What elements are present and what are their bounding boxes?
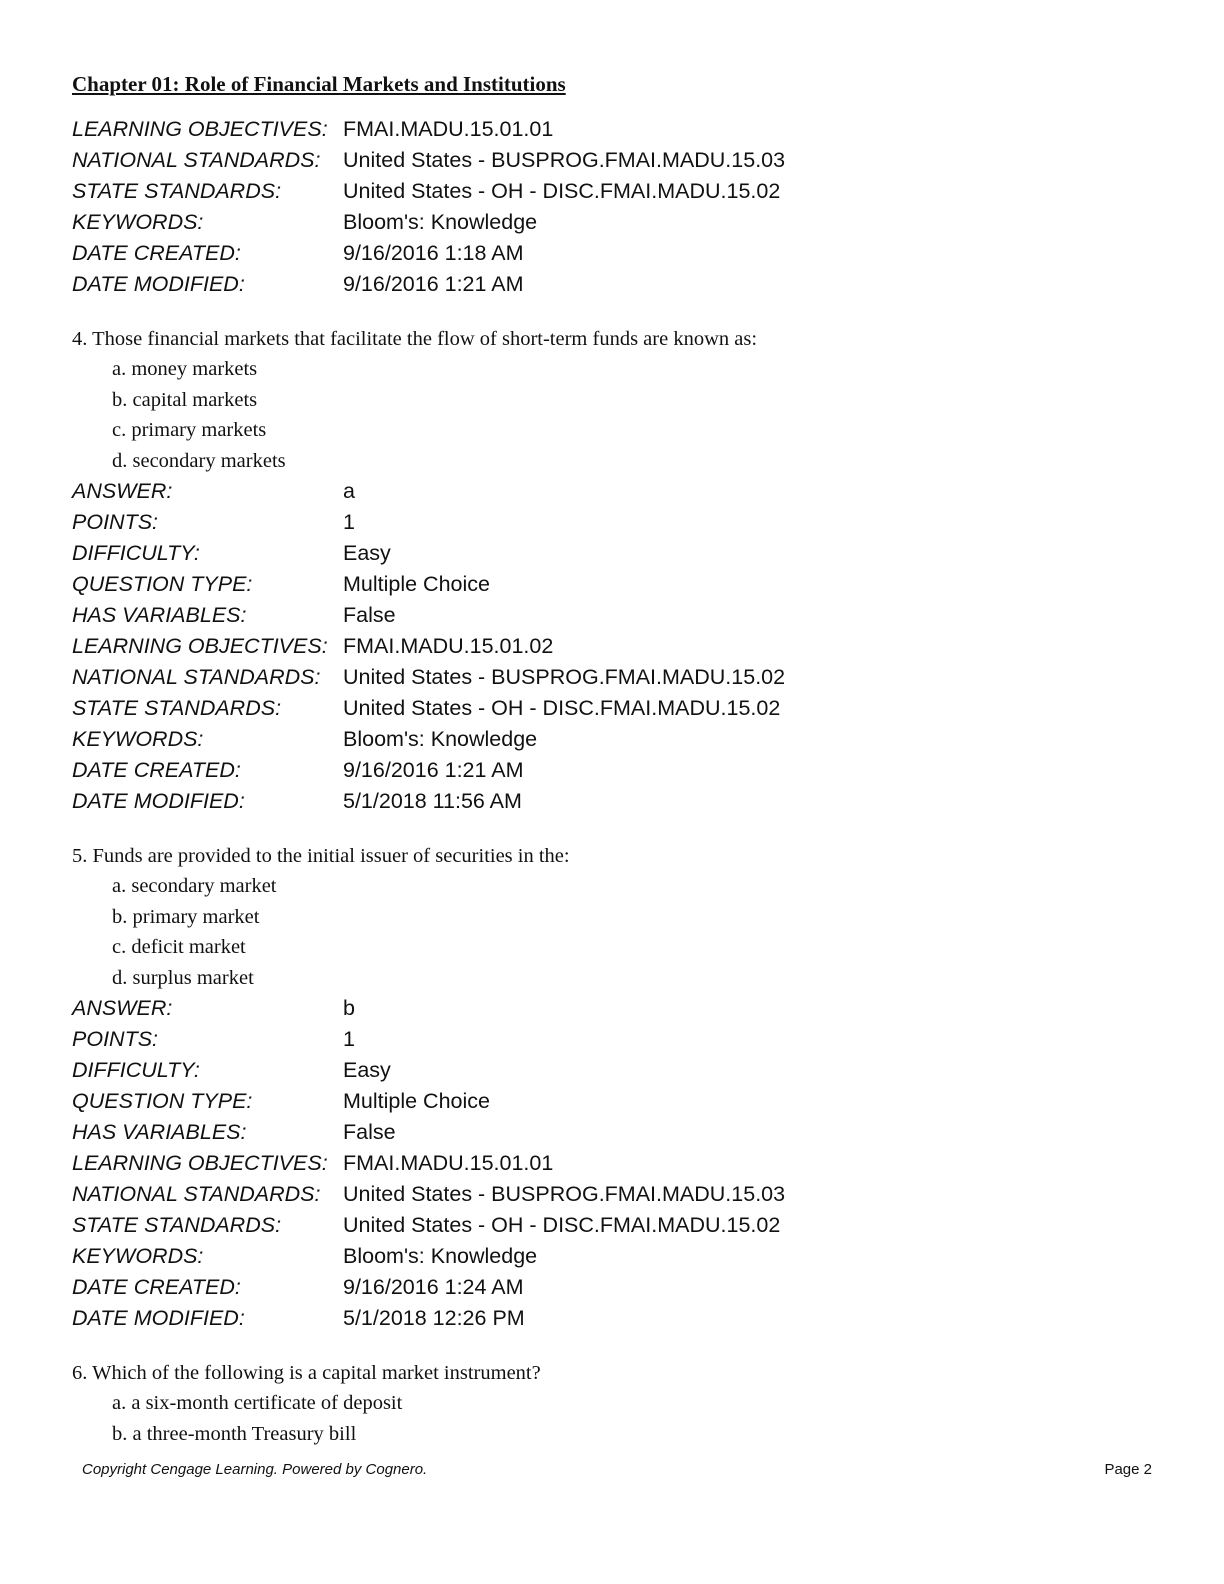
meta-value: United States - OH - DISC.FMAI.MADU.15.02	[343, 1213, 781, 1237]
page-footer	[82, 1460, 1152, 1480]
meta-value: 9/16/2016 1:24 AM	[343, 1275, 524, 1299]
meta-label: ANSWER:	[72, 479, 173, 503]
meta-value: Multiple Choice	[343, 1089, 490, 1113]
meta-label: DIFFICULTY:	[72, 1058, 200, 1082]
meta-value: Bloom's: Knowledge	[343, 727, 538, 751]
question-5	[72, 841, 1152, 1334]
meta-value: Bloom's: Knowledge	[343, 210, 538, 234]
meta-row	[72, 1086, 1152, 1117]
answer-option: b. capital markets	[112, 388, 258, 411]
answer-option: a. secondary market	[112, 875, 277, 897]
meta-row	[72, 1055, 1152, 1086]
meta-label: DATE CREATED:	[72, 758, 241, 782]
meta-value: 1	[343, 1027, 355, 1051]
meta-row	[72, 145, 1152, 176]
meta-value: a	[343, 479, 355, 503]
question-stem: 6. Which of the following is a capital market instrument?	[72, 1362, 541, 1384]
meta-row	[72, 1241, 1152, 1272]
question-stem: 5. Funds are provided to the initial issuer of securities in the:	[72, 845, 570, 867]
meta-value: 9/16/2016 1:21 AM	[343, 272, 524, 296]
meta-label: STATE STANDARDS:	[72, 696, 282, 720]
meta-label: POINTS:	[72, 1027, 159, 1051]
top-metadata	[72, 114, 1152, 300]
answer-option: c. primary markets	[112, 419, 267, 441]
meta-value: FMAI.MADU.15.01.01	[343, 117, 554, 141]
document-page	[72, 70, 1152, 1449]
copyright-notice: Copyright Cengage Learning. Powered by Cognero.	[82, 1461, 428, 1478]
meta-row	[72, 1179, 1152, 1210]
meta-value: 5/1/2018 12:26 PM	[343, 1306, 525, 1330]
meta-value: False	[343, 1120, 396, 1144]
meta-value: United States - BUSPROG.FMAI.MADU.15.02	[343, 665, 786, 689]
meta-row	[72, 724, 1152, 755]
meta-label: LEARNING OBJECTIVES:	[72, 1151, 328, 1175]
meta-value: United States - BUSPROG.FMAI.MADU.15.03	[343, 1182, 786, 1206]
meta-row	[72, 1272, 1152, 1303]
meta-label: ANSWER:	[72, 996, 173, 1020]
meta-row	[72, 1148, 1152, 1179]
meta-row	[72, 176, 1152, 207]
meta-value: United States - OH - DISC.FMAI.MADU.15.02	[343, 179, 781, 203]
meta-label: DIFFICULTY:	[72, 541, 200, 565]
meta-label: DATE MODIFIED:	[72, 1306, 245, 1330]
meta-row	[72, 631, 1152, 662]
meta-row	[72, 538, 1152, 569]
meta-row	[72, 238, 1152, 269]
meta-label: HAS VARIABLES:	[72, 1120, 247, 1144]
meta-value: FMAI.MADU.15.01.01	[343, 1151, 554, 1175]
chapter-title: Chapter 01: Role of Financial Markets and Institutions	[72, 72, 566, 96]
meta-label: NATIONAL STANDARDS:	[72, 1182, 321, 1206]
meta-row	[72, 662, 1152, 693]
meta-row	[72, 1303, 1152, 1334]
meta-value: Bloom's: Knowledge	[343, 1244, 538, 1268]
answer-option: c. deficit market	[112, 936, 246, 958]
meta-row	[72, 476, 1152, 507]
meta-value: FMAI.MADU.15.01.02	[343, 634, 554, 658]
meta-label: NATIONAL STANDARDS:	[72, 665, 321, 689]
meta-label: HAS VARIABLES:	[72, 603, 247, 627]
meta-label: DATE CREATED:	[72, 1275, 241, 1299]
meta-row	[72, 786, 1152, 817]
meta-label: STATE STANDARDS:	[72, 179, 282, 203]
meta-label: KEYWORDS:	[72, 1244, 204, 1268]
meta-row	[72, 114, 1152, 145]
meta-label: STATE STANDARDS:	[72, 1213, 282, 1237]
meta-row	[72, 269, 1152, 300]
meta-row	[72, 693, 1152, 724]
question-6	[72, 1358, 1152, 1449]
meta-label: QUESTION TYPE:	[72, 572, 253, 596]
meta-row	[72, 1210, 1152, 1241]
meta-label: KEYWORDS:	[72, 210, 204, 234]
page-number: Page 2	[1104, 1461, 1152, 1478]
meta-value: Easy	[343, 1058, 391, 1082]
meta-value: 1	[343, 510, 355, 534]
meta-label: DATE MODIFIED:	[72, 272, 245, 296]
meta-value: b	[343, 996, 355, 1020]
meta-value: 9/16/2016 1:18 AM	[343, 241, 524, 265]
answer-option: d. surplus market	[112, 966, 254, 989]
meta-row	[72, 755, 1152, 786]
meta-label: DATE MODIFIED:	[72, 789, 245, 813]
meta-label: POINTS:	[72, 510, 159, 534]
meta-label: KEYWORDS:	[72, 727, 204, 751]
meta-label: NATIONAL STANDARDS:	[72, 148, 321, 172]
answer-option: a. a six-month certificate of deposit	[112, 1392, 403, 1414]
answer-option: d. secondary markets	[112, 449, 286, 472]
question-4	[72, 324, 1152, 817]
meta-value: 9/16/2016 1:21 AM	[343, 758, 524, 782]
meta-row	[72, 993, 1152, 1024]
meta-label: LEARNING OBJECTIVES:	[72, 634, 328, 658]
meta-value: United States - BUSPROG.FMAI.MADU.15.03	[343, 148, 786, 172]
meta-value: 5/1/2018 11:56 AM	[343, 789, 522, 813]
meta-value: Multiple Choice	[343, 572, 490, 596]
meta-row	[72, 507, 1152, 538]
meta-label: LEARNING OBJECTIVES:	[72, 117, 328, 141]
meta-row	[72, 569, 1152, 600]
question-metadata	[72, 476, 1152, 817]
meta-row	[72, 1024, 1152, 1055]
answer-option: b. primary market	[112, 905, 260, 928]
question-metadata	[72, 993, 1152, 1334]
answer-option: b. a three-month Treasury bill	[112, 1422, 357, 1445]
meta-row	[72, 600, 1152, 631]
meta-value: Easy	[343, 541, 391, 565]
meta-row	[72, 1117, 1152, 1148]
answer-option: a. money markets	[112, 358, 258, 380]
meta-label: DATE CREATED:	[72, 241, 241, 265]
meta-row	[72, 207, 1152, 238]
meta-value: False	[343, 603, 396, 627]
meta-value: United States - OH - DISC.FMAI.MADU.15.02	[343, 696, 781, 720]
question-stem: 4. Those financial markets that facilitate the flow of short-term funds are known as:	[72, 328, 758, 350]
meta-label: QUESTION TYPE:	[72, 1089, 253, 1113]
